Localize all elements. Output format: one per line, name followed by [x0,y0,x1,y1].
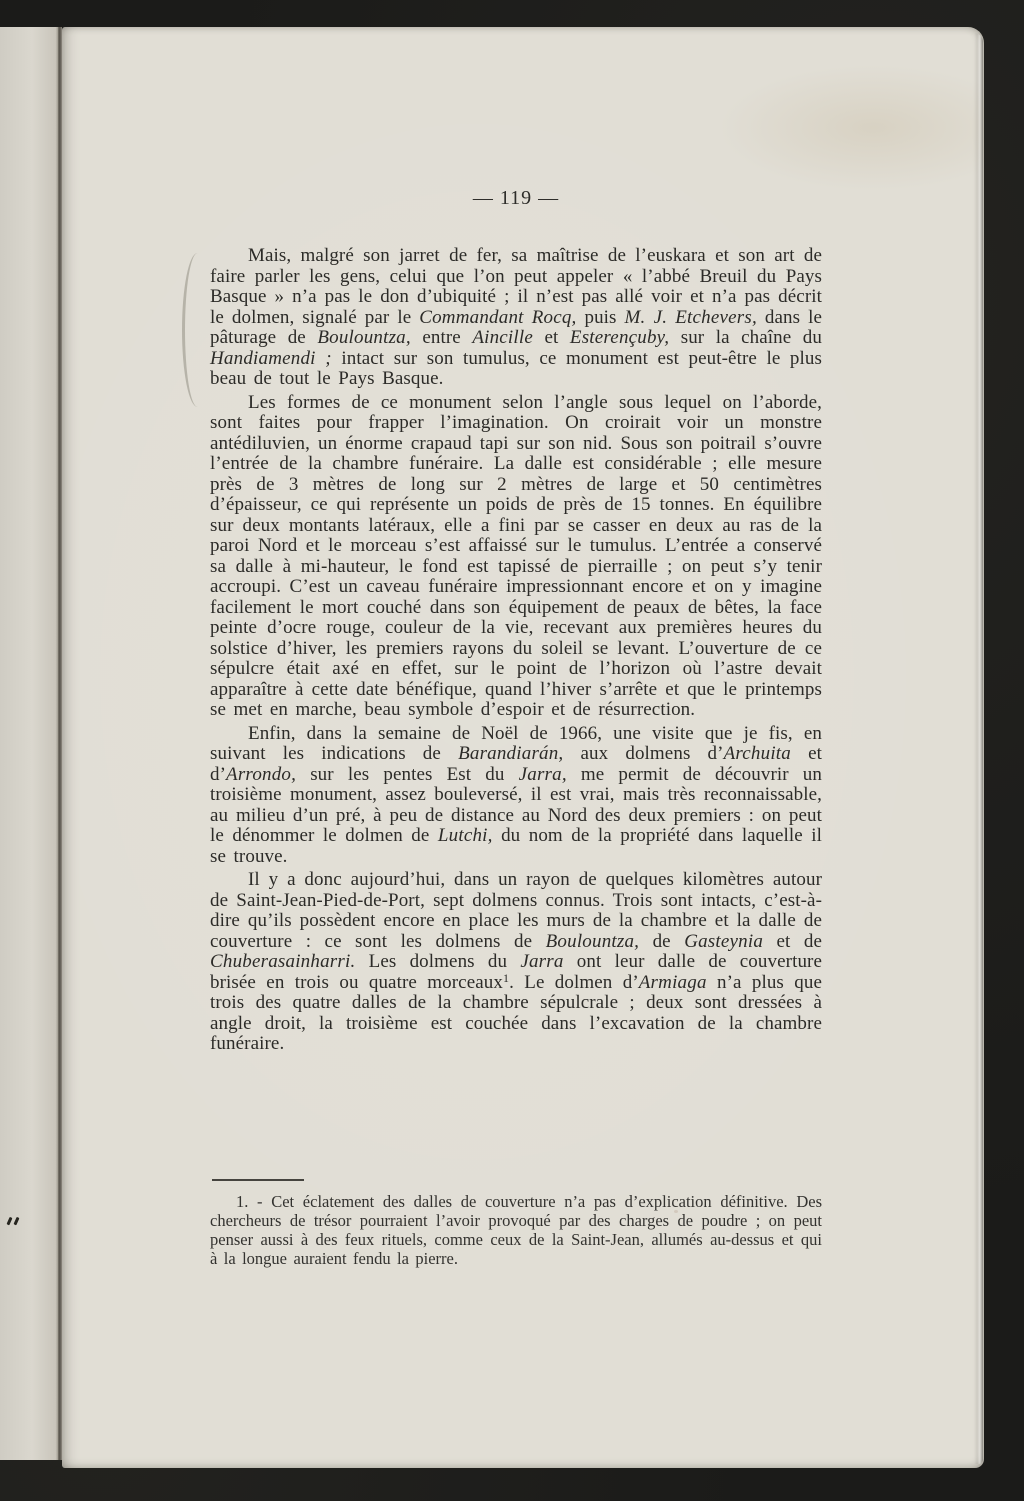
footnote-block [210,1179,822,1268]
paragraph: Enfin, dans la semaine de Noël de 1966, une visite que je fis, en suivant les indications de Barandiarán, aux dolmens d’Archuita et d’Arrondo, sur les pentes Est du Jarra, me permit de découvrir un troisième monument, assez bouleversé, il est vrai, mais très reconnaissable, au milieu d’un pré, à peu de distance au Nord des deux premiers : on peut le dénommer le dolmen de Lutchi, du nom de la propriété dans laquelle il se trouve. [210,722,823,867]
book-page [62,27,984,1468]
footnote-rule [212,1179,304,1181]
paragraph: Les formes de ce monument selon l’angle sous lequel on l’aborde, sont faites pour frapper l’imagination. On croirait voir un monstre antédiluvien, un énorme crapaud tapi sur son nid. Sous son poitrail s’ouvre l’entrée de la chambre funéraire. La dalle est considérable ; elle mesure près de 3 mètres de long sur 2 mètres de large et 50 centimètres d’épaisseur, ce qui représente un poids de près de 15 tonnes. En équilibre sur deux montants latéraux, elle a fini par se casser en deux au ras de la paroi Nord et le morceau s’est affaissé sur le tumulus. L’entrée a conservé sa dalle à mi-hauteur, le fond est tapissé de pierraille ; on peut s’y tenir accroupi. C’est un caveau funéraire impressionnant encore et on y imagine facilement le mort couché dans son équipement de peaux de bêtes, la face peinte d’ocre rouge, couleur de la vie, recevant aux premières heures du solstice d’hiver, les premiers rayons du soleil se levant. L’ouverture de ce sépulcre était axé en effet, sur le point de l’horizon où l’astre devait apparaître à cette date bénéfique, quand l’hiver s’arrête et que le printemps se met en marche, beau symbole d’espoir et de résurrection. [210,391,822,720]
paragraphs [210,246,822,1055]
paragraph: Mais, malgré son jarret de fer, sa maîtrise de l’euskara et son art de faire parler les gens, celui que l’on peut appeler « l’abbé Breuil du Pays Basque » n’a pas le don d’ubiquité ; il n’est pas allé voir et n’a pas décrit le dolmen, signalé par le Commandant Rocq, puis M. J. Etchevers, dans le pâturage de Boulountza, entre Aincille et Esterençuby, sur la chaîne du Handiamendi ; intact sur son tumulus, ce monument est peut-être le plus beau de tout le Pays Basque. [210,245,823,389]
footnote-text: 1. - Cet éclatement des dalles de couverture n’a pas d’explication définitive. Des chercheurs de trésor pourraient l’avoir provoqué par des charges de poudre ; on peut penser aussi à des feux rituels, comme ceux de la Saint-Jean, allumés au-dessus et qui à la longue auraient fendu la pierre. [210,1192,822,1268]
pencil-margin-mark [182,253,213,407]
left-page-edge [0,27,58,1460]
text-block [210,187,822,1058]
ink-tick-marks [6,1217,24,1229]
page-number: — 119 — [472,187,560,209]
paragraph: Il y a donc aujourd’hui, dans un rayon de quelques kilomètres autour de Saint-Jean-Pied-de-Port, sept dolmens connus. Trois sont intacts, c’est-à-dire qu’ils possèdent encore en place les murs de la chambre et la dalle de couverture : ce sont les dolmens de Boulountza, de Gasteynia et de Chuberasainharri. Les dolmens du Jarra ont leur dalle de couverture brisée en trois ou quatre morceaux$^1$. Le dolmen d’Armiaga n’a plus que trois des quatre dalles de la chambre sépulcrale ; deux sont dressées à angle droit, la troisième est couchée dans l’excavation de la chambre funéraire. [210,869,823,1054]
